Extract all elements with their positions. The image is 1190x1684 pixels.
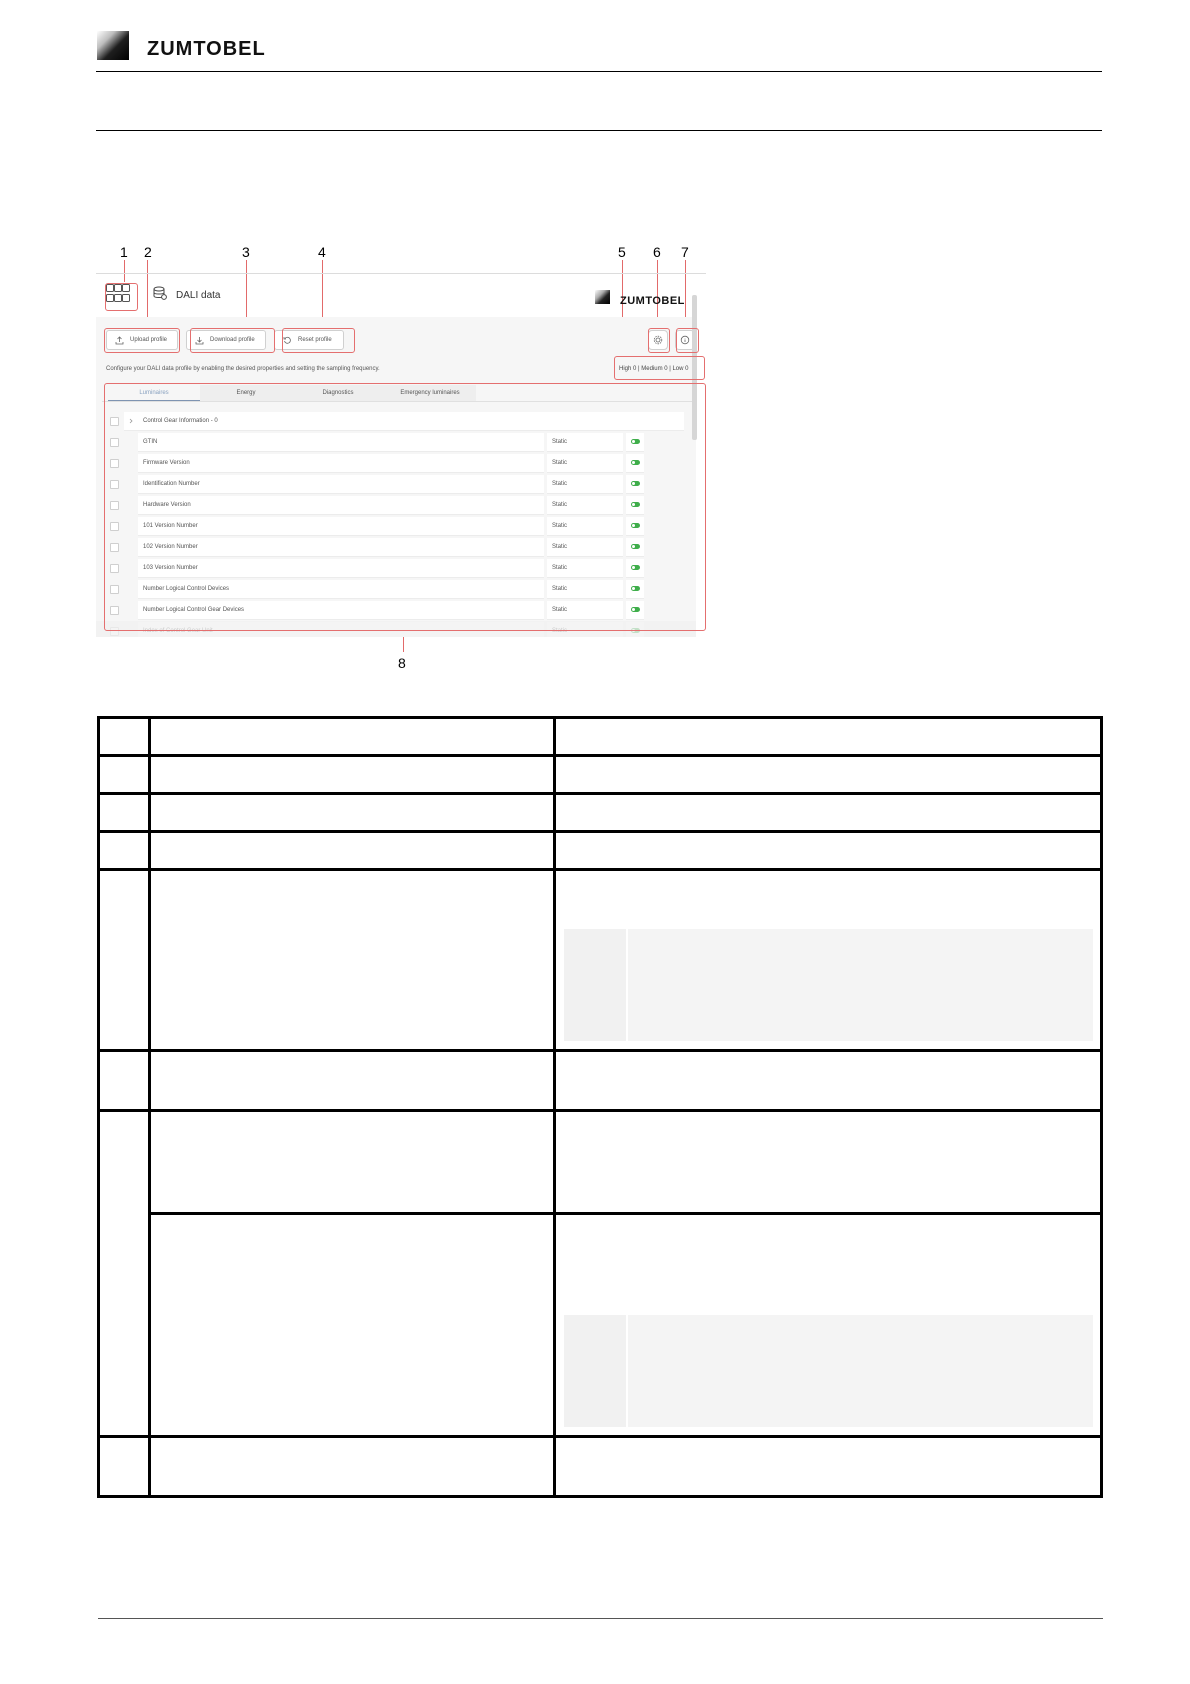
sampling-type[interactable]: Static (552, 523, 568, 529)
sampling-type[interactable]: Static (552, 460, 568, 466)
callout-3: 3 (242, 244, 250, 260)
table-row (99, 1051, 1102, 1111)
section-rule (96, 130, 1102, 131)
note-icon (564, 1315, 628, 1427)
sampling-type[interactable]: Static (552, 586, 568, 592)
callout-box-1 (105, 283, 138, 311)
callout-6: 6 (653, 244, 661, 260)
tab-diagnostics[interactable]: Diagnostics (292, 385, 384, 401)
sampling-type[interactable]: Static (552, 439, 568, 445)
callout-box-6 (648, 328, 670, 353)
callout-box-3 (190, 328, 275, 353)
note-box (564, 1315, 1093, 1427)
table-row (99, 1437, 1102, 1497)
table-header-row (99, 718, 1102, 756)
footer-rule (98, 1618, 1103, 1619)
property-name: 102 Version Number (143, 544, 198, 550)
tab-emergency-luminaires[interactable]: Emergency luminaires (384, 385, 476, 401)
callout-1: 1 (120, 244, 128, 260)
table-row (99, 794, 1102, 832)
tab-luminaires[interactable]: Luminaires (108, 385, 200, 401)
callout-8: 8 (398, 655, 406, 671)
tab-energy[interactable]: Energy (200, 385, 292, 401)
callout-box-7 (676, 328, 699, 353)
callout-2: 2 (144, 244, 152, 260)
property-name: Number Logical Control Devices (143, 586, 230, 592)
group-label: Control Gear Information - 0 (143, 418, 218, 424)
sampling-type[interactable]: Static (552, 481, 568, 487)
database-icon (153, 286, 167, 300)
note-box (564, 929, 1093, 1041)
callout-4: 4 (318, 244, 326, 260)
app-brand-mark (595, 290, 610, 304)
app-title: DALI data (176, 290, 221, 301)
property-name: 103 Version Number (143, 565, 198, 571)
property-name: Number Logical Control Gear Devices (143, 607, 245, 613)
callout-box-2 (104, 328, 180, 353)
sampling-type[interactable]: Static (552, 502, 568, 508)
table-row (99, 870, 1102, 1051)
app-brand-text: ZUMTOBEL (620, 295, 685, 307)
zumtobel-logo-text: ZUMTOBEL (147, 38, 266, 60)
note-icon (564, 929, 628, 1041)
table-row (99, 832, 1102, 870)
property-name: Hardware Version (143, 502, 191, 508)
callout-description-table (97, 716, 1103, 1498)
property-name: GTIN (143, 439, 158, 445)
profile-hint-text: Configure your DALI data profile by enabling the desired properties and setting the sampling frequency. (106, 366, 380, 372)
reset-profile-label: Reset profile (298, 337, 332, 343)
priority-counts: High 0 | Medium 0 | Low 0 (619, 366, 689, 372)
table-row (99, 1111, 1102, 1214)
property-name: Identification Number (143, 481, 200, 487)
property-name: 101 Version Number (143, 523, 198, 529)
property-name: Firmware Version (143, 460, 190, 466)
callout-box-4 (282, 328, 355, 353)
zumtobel-logo-mark (97, 31, 129, 60)
sampling-type[interactable]: Static (552, 607, 568, 613)
header-rule (96, 71, 1102, 72)
sampling-type[interactable]: Static (552, 544, 568, 550)
table-row (99, 1214, 1102, 1437)
callout-7: 7 (681, 244, 689, 260)
download-profile-label: Download profile (210, 337, 255, 343)
callout-box-8 (104, 383, 706, 631)
callout-5: 5 (618, 244, 626, 260)
sampling-type[interactable]: Static (552, 565, 568, 571)
table-row (99, 756, 1102, 794)
upload-profile-label: Upload profile (130, 337, 168, 343)
callout-box-5 (614, 356, 705, 380)
